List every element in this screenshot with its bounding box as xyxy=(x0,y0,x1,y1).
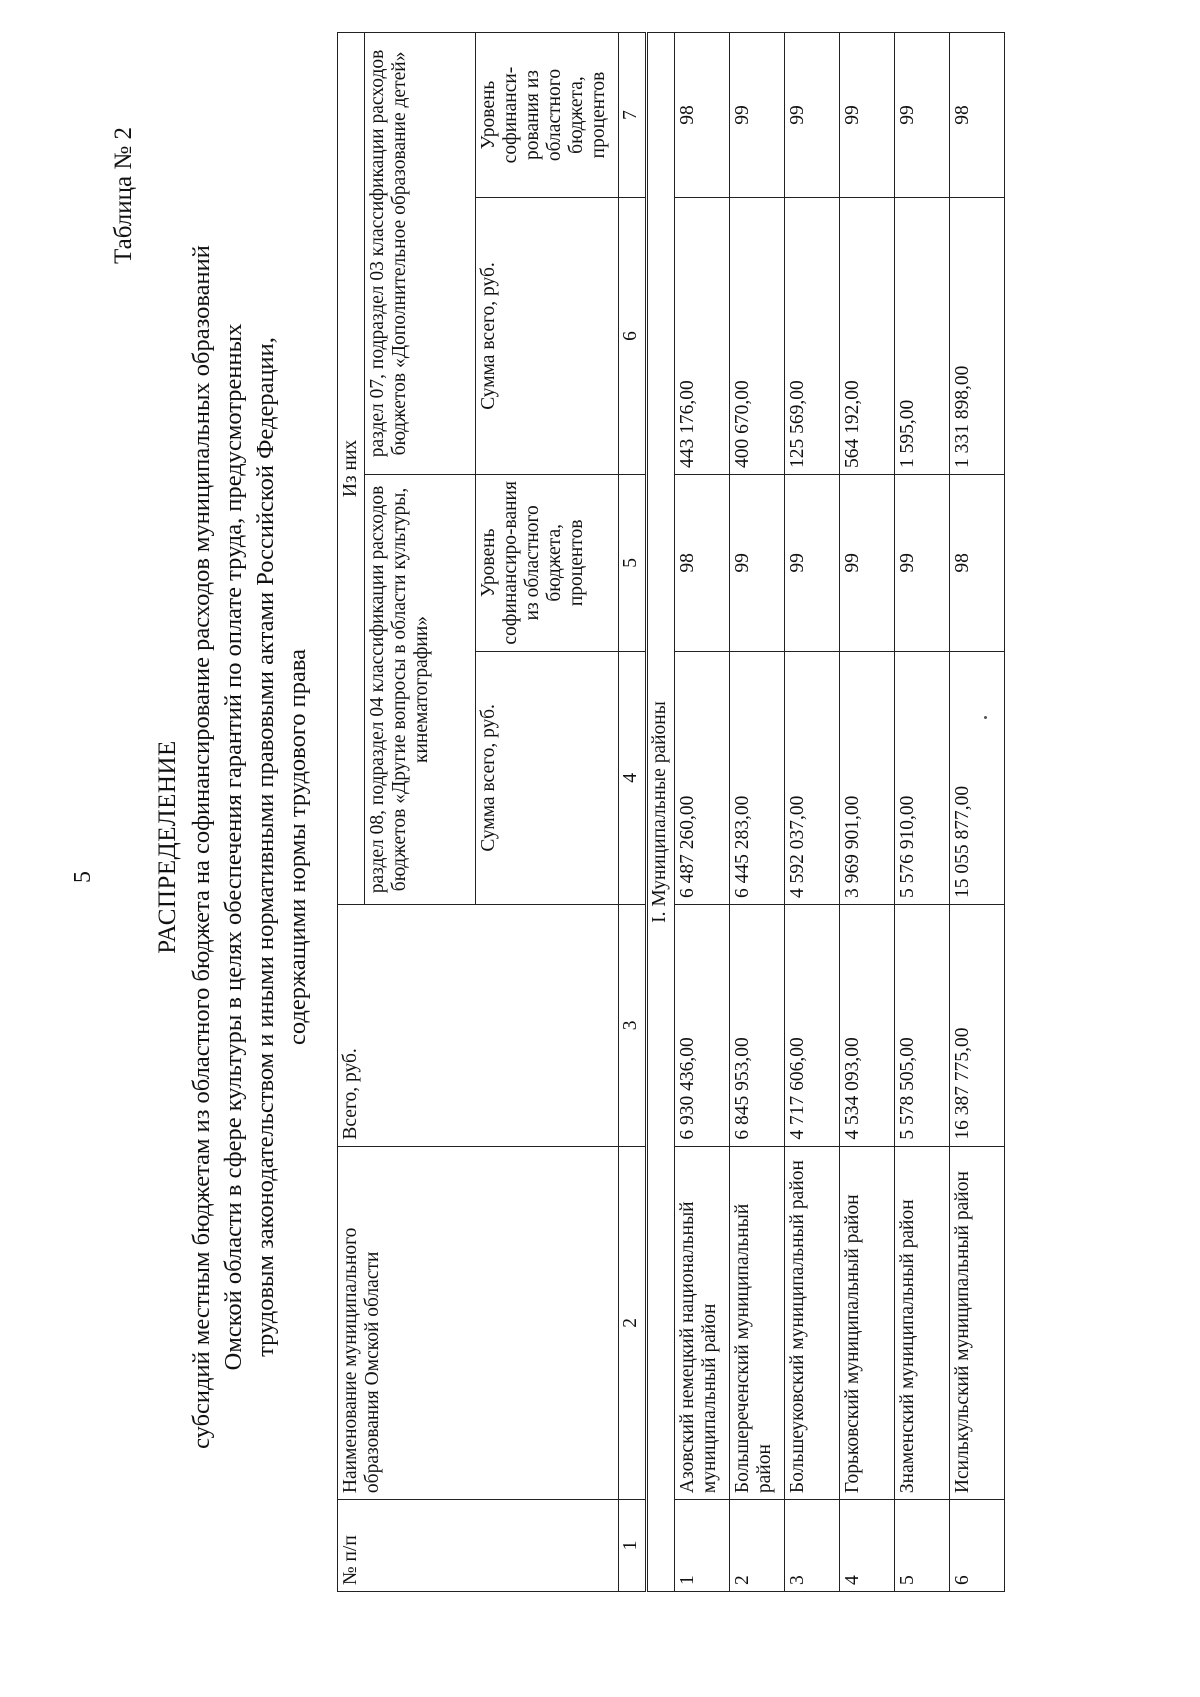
row-num: 4 xyxy=(840,1500,895,1592)
row-level-education: 99 xyxy=(785,33,840,198)
row-num: 1 xyxy=(675,1500,730,1592)
row-sum-culture: 6 487 260,00 xyxy=(675,651,730,904)
title-block xyxy=(150,127,314,1567)
row-name: Исилькульский муниципальный район xyxy=(950,1146,1005,1500)
column-number-row xyxy=(619,33,647,1592)
table-label: Таблица № 2 xyxy=(110,127,137,265)
section-title: I. Муниципальные районы xyxy=(647,33,675,1592)
row-level-education: 99 xyxy=(895,33,950,198)
table-body xyxy=(338,33,1005,1592)
row-num: 6 xyxy=(950,1500,1005,1592)
row-level-culture: 99 xyxy=(785,474,840,651)
table-row xyxy=(840,33,895,1592)
header-group-culture: раздел 08, подраздел 04 классификации расходов бюджетов «Другие вопросы в области культуры, кинематографии» xyxy=(365,474,476,904)
row-level-culture: 99 xyxy=(895,474,950,651)
column-number: 3 xyxy=(619,905,647,1147)
document-title: РАСПРЕДЕЛЕНИЕ xyxy=(154,740,181,954)
row-level-education: 99 xyxy=(730,33,785,198)
row-level-culture: 98 xyxy=(950,474,1005,651)
row-level-education: 98 xyxy=(950,33,1005,198)
column-number: 2 xyxy=(619,1146,647,1500)
document-subtitle: субсидий местным бюджетам из областного бюджета на софинансирование расходов муниципальных образований Омской области в сфере культуры в целях обеспечения гарантий по оплате труда, предусмотренных трудовым законодательством и иными нормативными правовыми актами Российской Федерации, содержащими нормы трудового права xyxy=(188,245,311,1449)
column-number: 4 xyxy=(619,651,647,904)
column-number: 6 xyxy=(619,198,647,475)
row-level-education: 99 xyxy=(840,33,895,198)
column-number: 7 xyxy=(619,33,647,198)
row-level-education: 98 xyxy=(675,33,730,198)
table-row xyxy=(895,33,950,1592)
table-row xyxy=(675,33,730,1592)
page-number: 5 xyxy=(70,871,96,883)
section-row xyxy=(647,33,675,1592)
table-row xyxy=(730,33,785,1592)
row-total: 16 387 775,00 xyxy=(950,905,1005,1147)
row-sum-education: 564 192,00 xyxy=(840,198,895,475)
header-sum-education: Сумма всего, руб. xyxy=(476,198,619,475)
header-name: Наименование муниципального образования Омской области xyxy=(338,1146,619,1500)
row-total: 5 578 505,00 xyxy=(895,905,950,1147)
column-number: 5 xyxy=(619,474,647,651)
row-name: Большеуковский муниципальный район xyxy=(785,1146,840,1500)
row-num: 2 xyxy=(730,1500,785,1592)
row-sum-culture: 5 576 910,00 xyxy=(895,651,950,904)
row-level-culture: 99 xyxy=(730,474,785,651)
row-sum-education: 1 331 898,00 xyxy=(950,198,1005,475)
header-sum-culture: Сумма всего, руб. xyxy=(476,651,619,904)
row-sum-education: 443 176,00 xyxy=(675,198,730,475)
row-level-culture: 99 xyxy=(840,474,895,651)
scan-speck xyxy=(984,716,987,719)
header-of-them: Из них xyxy=(338,33,365,905)
row-sum-culture: 4 592 037,00 xyxy=(785,651,840,904)
table-row xyxy=(950,33,1005,1592)
distribution-table xyxy=(337,32,1005,1592)
row-name: Горьковский муниципальный район xyxy=(840,1146,895,1500)
row-num: 3 xyxy=(785,1500,840,1592)
row-sum-culture: 6 445 283,00 xyxy=(730,651,785,904)
row-sum-culture: 3 969 901,00 xyxy=(840,651,895,904)
row-name: Знаменский муниципальный район xyxy=(895,1146,950,1500)
header-num: № п/п xyxy=(338,1500,619,1592)
header-group-education: раздел 07, подраздел 03 классификации расходов бюджетов «Дополнительное образование детей» xyxy=(365,33,476,475)
header-level-education: Уровень софинанси-рования из областного бюджета, процентов xyxy=(476,33,619,198)
row-total: 6 845 953,00 xyxy=(730,905,785,1147)
table-row xyxy=(785,33,840,1592)
row-name: Азовский немецкий национальный муниципальный район xyxy=(675,1146,730,1500)
header-total: Всего, руб. xyxy=(338,905,619,1147)
row-sum-culture: 15 055 877,00 xyxy=(950,651,1005,904)
row-sum-education: 1 595,00 xyxy=(895,198,950,475)
row-sum-education: 125 569,00 xyxy=(785,198,840,475)
row-num: 5 xyxy=(895,1500,950,1592)
row-sum-education: 400 670,00 xyxy=(730,198,785,475)
header-level-culture: Уровень софинансиро-вания из областного бюджета, процентов xyxy=(476,474,619,651)
row-level-culture: 98 xyxy=(675,474,730,651)
column-number: 1 xyxy=(619,1500,647,1592)
row-name: Большереченский муниципальный район xyxy=(730,1146,785,1500)
row-total: 6 930 436,00 xyxy=(675,905,730,1147)
row-total: 4 717 606,00 xyxy=(785,905,840,1147)
row-total: 4 534 093,00 xyxy=(840,905,895,1147)
header-row-1 xyxy=(338,33,365,1592)
